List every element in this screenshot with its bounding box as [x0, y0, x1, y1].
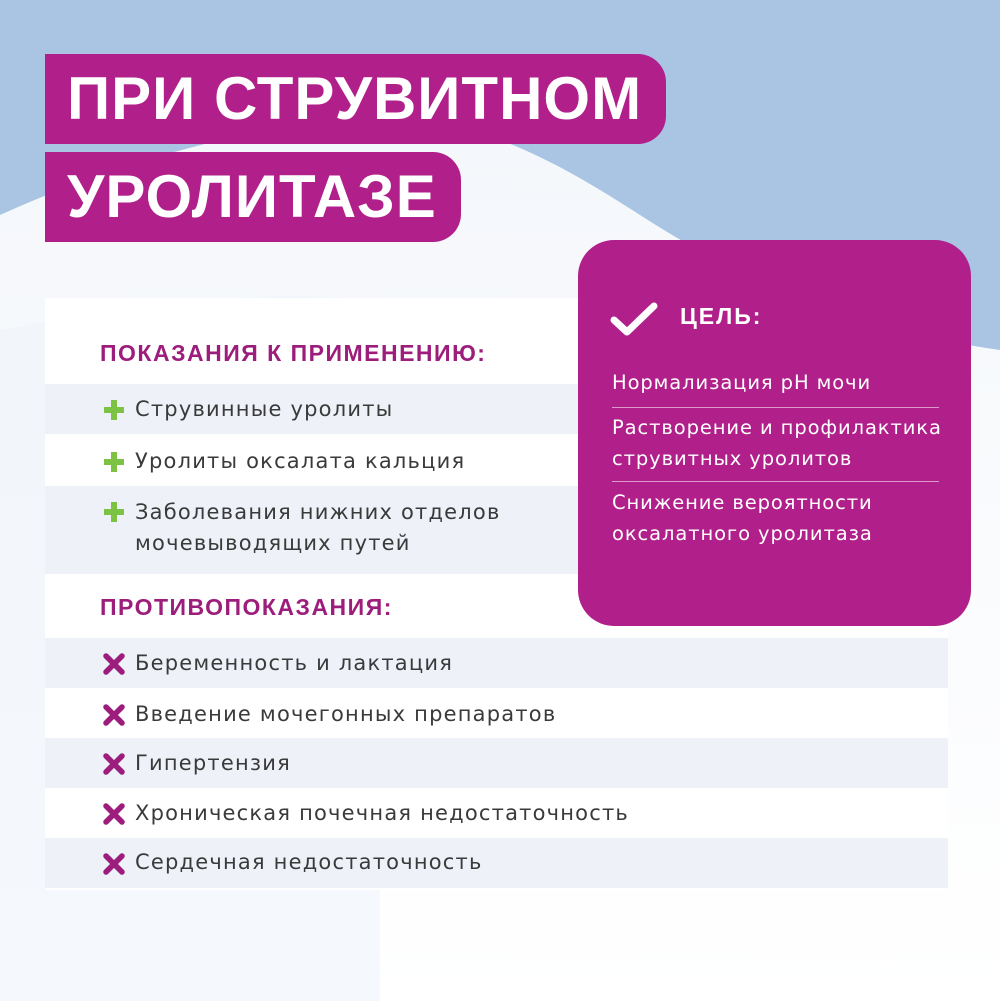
indication-text: Струвинные уролиты: [135, 397, 394, 421]
cross-icon: [102, 852, 126, 876]
goal-item-text-cont: оксалатного уролитаза: [612, 522, 873, 545]
goal-item-text-cont: струвитных уролитов: [612, 447, 853, 470]
contraindication-row: [45, 788, 948, 838]
plus-icon: [102, 450, 126, 474]
goal-item-text: Нормализация pH мочи: [612, 371, 872, 394]
checkmark-icon: [610, 302, 658, 338]
goal-item-text: Растворение и профилактика: [612, 416, 942, 439]
contraindication-row: [45, 688, 948, 738]
indication-text-cont: мочевыводящих путей: [135, 531, 411, 555]
goal-heading: ЦЕЛЬ:: [680, 303, 763, 329]
title-line-1: ПРИ СТРУВИТНОМ: [45, 54, 666, 144]
contraindication-row: [45, 838, 948, 888]
goal-divider: [612, 481, 939, 482]
goal-item-text: Снижение вероятности: [612, 491, 873, 514]
cross-icon: [102, 703, 126, 727]
contraindication-text: Беременность и лактация: [135, 651, 454, 675]
cross-icon: [102, 652, 126, 676]
contraindication-text: Введение мочегонных препаратов: [135, 702, 557, 726]
goal-divider: [612, 407, 939, 408]
contraindication-row: [45, 738, 948, 788]
contraindication-text: Хроническая почечная недостаточность: [135, 801, 629, 825]
contraindications-heading: ПРОТИВОПОКАЗАНИЯ:: [100, 594, 393, 620]
contraindication-text: Гипертензия: [135, 751, 291, 775]
title-line-2: УРОЛИТАЗЕ: [45, 152, 461, 242]
contraindication-row: [45, 638, 948, 688]
cross-icon: [102, 802, 126, 826]
indications-heading: ПОКАЗАНИЯ К ПРИМЕНЕНИЮ:: [100, 340, 487, 366]
plus-icon: [102, 500, 126, 524]
cross-icon: [102, 752, 126, 776]
indication-text: Уролиты оксалата кальция: [135, 449, 466, 473]
indication-text: Заболевания нижних отделов: [135, 500, 501, 524]
contraindication-text: Сердечная недостаточность: [135, 850, 483, 874]
plus-icon: [102, 398, 126, 422]
